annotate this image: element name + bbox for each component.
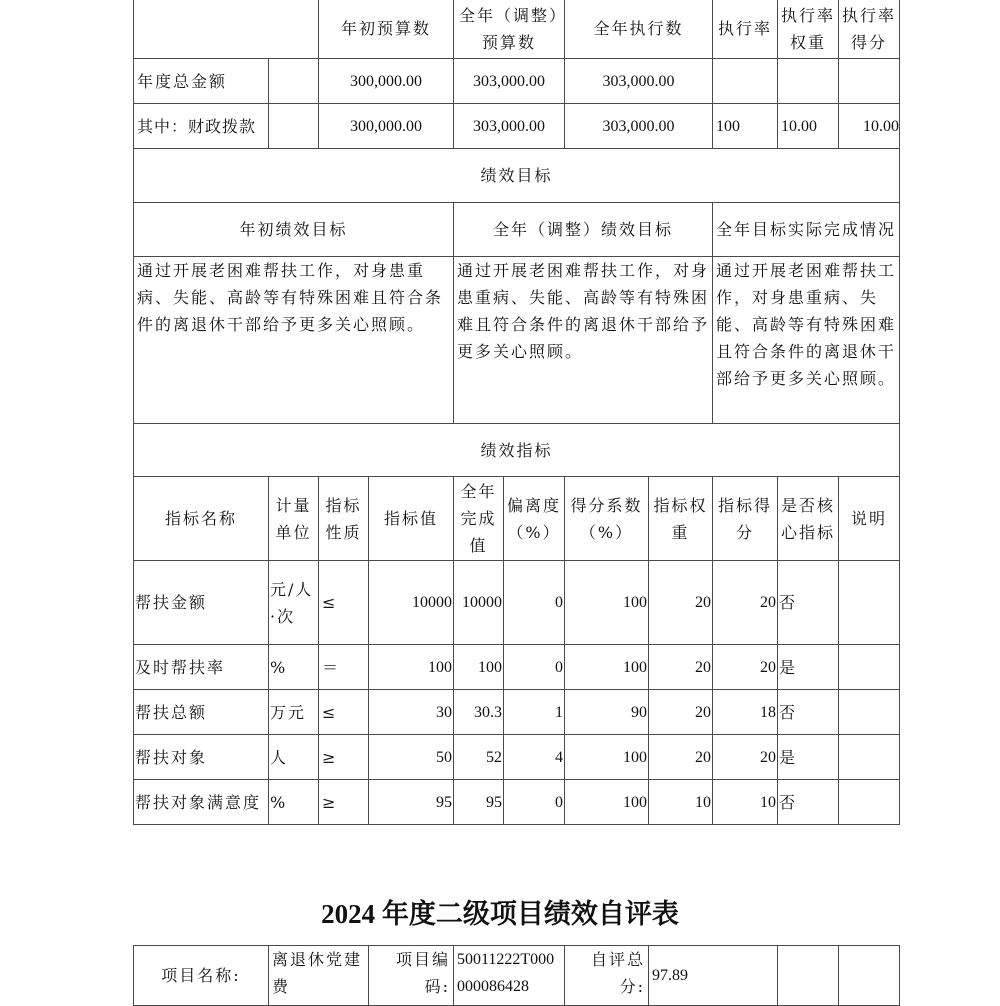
indicator-note xyxy=(839,561,900,645)
ind-header-core: 是否核心指标 xyxy=(778,477,839,561)
indicator-nature: ＝ xyxy=(319,645,369,690)
indicators-section-title: 绩效指标 xyxy=(134,424,900,477)
indicator-unit: % xyxy=(269,645,319,690)
indicator-target: 95 xyxy=(369,780,454,825)
indicator-row xyxy=(134,690,900,735)
indicator-score: 20 xyxy=(713,561,778,645)
indicator-target: 10000 xyxy=(369,561,454,645)
header-adjusted-budget: 全年（调整）预算数 xyxy=(454,0,565,59)
indicator-weight: 20 xyxy=(649,735,713,780)
indicator-score: 18 xyxy=(713,690,778,735)
indicator-weight: 20 xyxy=(649,690,713,735)
indicator-nature: ≥ xyxy=(319,780,369,825)
indicator-row xyxy=(134,645,900,690)
goal-actual-text: 通过开展老困难帮扶工作，对身患重病、失能、高龄等有特殊困难且符合条件的离退休干部给予更多关心照顾。 xyxy=(713,257,900,424)
indicator-name: 帮扶对象满意度 xyxy=(134,780,269,825)
indicator-actual: 10000 xyxy=(454,561,504,645)
indicator-unit: % xyxy=(269,780,319,825)
ind-header-score: 指标得分 xyxy=(713,477,778,561)
indicator-deviation: 0 xyxy=(504,645,565,690)
indicator-name: 帮扶总额 xyxy=(134,690,269,735)
blank-cell xyxy=(778,946,839,1006)
indicator-unit: 人 xyxy=(269,735,319,780)
indicator-coef: 100 xyxy=(565,735,649,780)
indicator-actual: 100 xyxy=(454,645,504,690)
indicator-row xyxy=(134,735,900,780)
initial-budget-value: 300,000.00 xyxy=(319,59,454,104)
indicator-unit: 万元 xyxy=(269,690,319,735)
total-score-label: 自评总分: xyxy=(565,946,649,1006)
rate-weight-value xyxy=(778,59,839,104)
indicator-deviation: 4 xyxy=(504,735,565,780)
header-initial-budget: 年初预算数 xyxy=(319,0,454,59)
indicator-weight: 20 xyxy=(649,561,713,645)
project-name-label: 项目名称: xyxy=(134,946,269,1006)
ind-header-deviation: 偏离度（%） xyxy=(504,477,565,561)
rate-weight-value: 10.00 xyxy=(778,104,839,149)
blank-cell xyxy=(839,946,900,1006)
budget-blank xyxy=(269,104,319,149)
rate-value: 100 xyxy=(713,104,778,149)
ind-header-note: 说明 xyxy=(839,477,900,561)
indicator-core: 否 xyxy=(778,780,839,825)
indicator-coef: 100 xyxy=(565,780,649,825)
header-rate-weight: 执行率权重 xyxy=(778,0,839,59)
executed-value: 303,000.00 xyxy=(565,104,713,149)
indicator-note xyxy=(839,780,900,825)
indicator-name: 帮扶金额 xyxy=(134,561,269,645)
indicator-name: 帮扶对象 xyxy=(134,735,269,780)
goal-header-adjusted: 全年（调整）绩效目标 xyxy=(454,203,713,257)
goals-section-title: 绩效目标 xyxy=(134,149,900,203)
header-rate-score: 执行率得分 xyxy=(839,0,900,59)
indicator-deviation: 1 xyxy=(504,690,565,735)
indicator-weight: 20 xyxy=(649,645,713,690)
adjusted-budget-value: 303,000.00 xyxy=(454,59,565,104)
indicator-target: 30 xyxy=(369,690,454,735)
ind-header-target: 指标值 xyxy=(369,477,454,561)
budget-corner-cell xyxy=(134,0,319,59)
project-code-label: 项目编码: xyxy=(369,946,454,1006)
indicator-core: 否 xyxy=(778,690,839,735)
ind-header-weight: 指标权重 xyxy=(649,477,713,561)
goal-header-actual: 全年目标实际完成情况 xyxy=(713,203,900,257)
indicator-deviation: 0 xyxy=(504,561,565,645)
goal-initial-text: 通过开展老困难帮扶工作，对身患重病、失能、高龄等有特殊困难且符合条件的离退休干部给予更多关心照顾。 xyxy=(134,257,454,424)
goals-section-row xyxy=(134,149,900,203)
header-executed: 全年执行数 xyxy=(565,0,713,59)
budget-blank xyxy=(269,59,319,104)
indicator-coef: 100 xyxy=(565,645,649,690)
rate-score-value: 10.00 xyxy=(839,104,900,149)
indicator-nature: ≥ xyxy=(319,735,369,780)
goals-header-row xyxy=(134,203,900,257)
ind-header-nature: 指标性质 xyxy=(319,477,369,561)
indicator-actual: 52 xyxy=(454,735,504,780)
ind-header-name: 指标名称 xyxy=(134,477,269,561)
indicator-note xyxy=(839,735,900,780)
goal-header-initial: 年初绩效目标 xyxy=(134,203,454,257)
indicators-header-row xyxy=(134,477,900,561)
indicator-row xyxy=(134,780,900,825)
ind-header-unit: 计量单位 xyxy=(269,477,319,561)
indicator-score: 20 xyxy=(713,645,778,690)
indicator-row xyxy=(134,561,900,645)
project-code-value: 50011222T000000086428 xyxy=(454,946,565,1006)
indicator-coef: 90 xyxy=(565,690,649,735)
initial-budget-value: 300,000.00 xyxy=(319,104,454,149)
indicator-unit: 元/人·次 xyxy=(269,561,319,645)
indicator-score: 20 xyxy=(713,735,778,780)
ind-header-coef: 得分系数（%） xyxy=(565,477,649,561)
indicator-core: 否 xyxy=(778,561,839,645)
project-info-row xyxy=(134,946,900,1006)
indicator-note xyxy=(839,645,900,690)
performance-table xyxy=(133,0,900,825)
indicators-section-row xyxy=(134,424,900,477)
adjusted-budget-value: 303,000.00 xyxy=(454,104,565,149)
goal-adjusted-text: 通过开展老困难帮扶工作，对身患重病、失能、高龄等有特殊困难且符合条件的离退休干部给予更多关心照顾。 xyxy=(454,257,713,424)
indicator-target: 100 xyxy=(369,645,454,690)
ind-header-actual: 全年完成值 xyxy=(454,477,504,561)
indicator-name: 及时帮扶率 xyxy=(134,645,269,690)
budget-label: 年度总金额 xyxy=(134,59,269,104)
project-name-value: 离退休党建费 xyxy=(269,946,369,1006)
budget-row xyxy=(134,104,900,149)
indicator-nature: ≤ xyxy=(319,690,369,735)
executed-value: 303,000.00 xyxy=(565,59,713,104)
indicator-score: 10 xyxy=(713,780,778,825)
indicator-weight: 10 xyxy=(649,780,713,825)
budget-label: 其中：财政拨款 xyxy=(134,104,269,149)
next-form-title: 2024 年度二级项目绩效自评表 xyxy=(321,899,679,929)
indicator-note xyxy=(839,690,900,735)
goals-content-row xyxy=(134,257,900,424)
total-score-value: 97.89 xyxy=(649,946,778,1006)
indicator-actual: 95 xyxy=(454,780,504,825)
indicator-deviation: 0 xyxy=(504,780,565,825)
next-form-table xyxy=(133,945,900,1006)
rate-value xyxy=(713,59,778,104)
rate-score-value xyxy=(839,59,900,104)
indicator-coef: 100 xyxy=(565,561,649,645)
indicator-nature: ≤ xyxy=(319,561,369,645)
indicator-core: 是 xyxy=(778,645,839,690)
budget-header-row xyxy=(134,0,900,59)
indicator-actual: 30.3 xyxy=(454,690,504,735)
indicator-core: 是 xyxy=(778,735,839,780)
header-rate: 执行率 xyxy=(713,0,778,59)
indicator-target: 50 xyxy=(369,735,454,780)
budget-row xyxy=(134,59,900,104)
